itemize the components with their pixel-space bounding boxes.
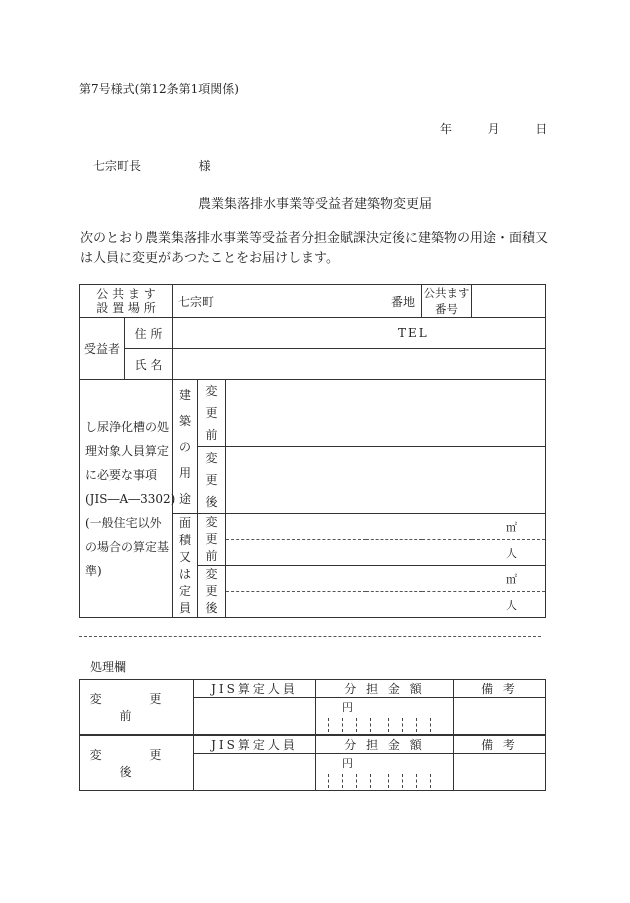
jis-after-field[interactable] — [194, 754, 316, 791]
usage-label: 建 築 の 用 途 — [173, 380, 198, 514]
area-after-label: 変 更 後 — [198, 566, 226, 618]
tel-label: TEL — [398, 326, 429, 340]
area-before-label: 変 更 前 — [198, 514, 226, 566]
remarks-before-field[interactable] — [454, 698, 546, 735]
name-label: 氏 名 — [125, 349, 173, 380]
address-label: 住 所 — [125, 318, 173, 349]
addressee-name: 七宗町長 — [93, 159, 142, 173]
address-field[interactable] — [173, 318, 546, 349]
addressee-honorific: 様 — [198, 159, 211, 173]
share-before-field[interactable] — [316, 698, 454, 735]
after-label: 変 更 後 — [80, 736, 194, 791]
body-text: 次のとおり農業集落排水事業等受益者分担金賦課決定後に建築物の用途・面積又は人員に変更があつたことをお届けします。 — [80, 231, 549, 266]
share-header: 分 担 金 額 — [316, 680, 454, 698]
jis-header: JIS算定人員 — [194, 736, 316, 754]
masu-number-field[interactable] — [472, 285, 546, 318]
town-name: 七宗町 — [178, 294, 215, 309]
area-after-m2[interactable]: ㎡ — [226, 566, 546, 592]
usage-after-field[interactable] — [226, 447, 546, 514]
date-year: 年 — [440, 122, 453, 136]
remarks-after-field[interactable] — [454, 754, 546, 791]
location-field[interactable] — [173, 285, 422, 318]
jis-before-field[interactable] — [194, 698, 316, 735]
name-field[interactable] — [173, 349, 546, 380]
application-table — [79, 284, 546, 618]
beneficiary-label: 受益者 — [80, 318, 125, 380]
remarks-header: 備 考 — [454, 680, 546, 698]
septic-note: し尿浄化槽の処 理対象人員算定 に必要な事項 (JIS―A―3302) (一般住宅以外 の場合の算定基 準) — [80, 380, 173, 618]
yen-unit: 円 — [342, 701, 353, 714]
share-header: 分 担 金 額 — [316, 736, 454, 754]
cut-line — [79, 636, 541, 637]
area-before-person[interactable]: 人 — [226, 540, 546, 566]
location-label: 公 共 ま す 設 置 場 所 — [80, 285, 173, 318]
area-label: 面 積 又 は 定 員 — [173, 514, 198, 618]
share-after-field[interactable] — [316, 754, 454, 791]
before-label: 変 更 前 — [80, 680, 194, 735]
form-number: 第7号様式(第12条第1項関係) — [79, 82, 239, 96]
usage-before-field[interactable] — [226, 380, 546, 447]
area-after-person[interactable]: 人 — [226, 592, 546, 618]
addressee — [93, 157, 211, 174]
usage-after-label: 変 更 後 — [198, 447, 226, 514]
processing-label: 処理欄 — [90, 660, 127, 674]
masu-number-label: 公共ます番号 — [423, 286, 470, 316]
digit-separators — [328, 718, 438, 732]
jis-header: JIS算定人員 — [194, 680, 316, 698]
date-line — [440, 120, 547, 137]
banchi-label: 番地 — [391, 295, 416, 309]
date-month: 月 — [487, 122, 500, 136]
remarks-header: 備 考 — [454, 736, 546, 754]
digit-separators — [328, 774, 438, 788]
document-title: 農業集落排水事業等受益者建築物変更届 — [197, 197, 432, 212]
date-day: 日 — [535, 122, 548, 136]
yen-unit: 円 — [342, 757, 353, 770]
usage-before-label: 変 更 前 — [198, 380, 226, 447]
area-before-m2[interactable]: ㎡ — [226, 514, 546, 540]
processing-after-table — [79, 735, 546, 791]
processing-before-table — [79, 679, 546, 735]
